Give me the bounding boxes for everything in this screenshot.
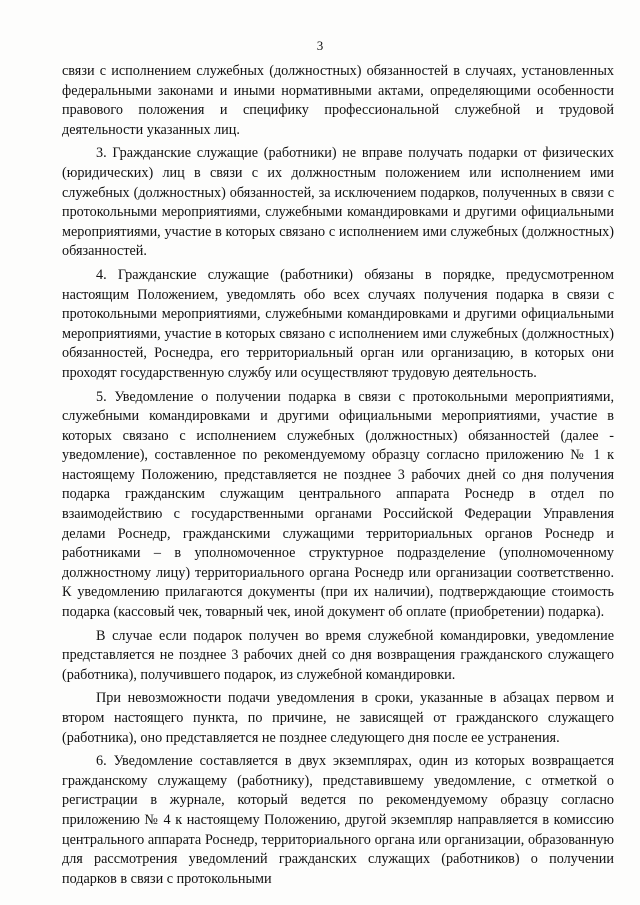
document-body [62, 62, 614, 893]
paragraph-item-5-impossibility: При невозможности подачи уведомления в сроки, указанные в абзацах первом и втором настоящего пункта, по причине, не зависящей от гражданского служащего (работника), оно представляется не позднее следующего дня после ее устранения. [62, 690, 614, 746]
paragraph-item-3: 3. Гражданские служащие (работники) не вправе получать подарки от физических (юридических) лиц в связи с их должностным положением или исполнением ими служебных (должностных) обязанностей, за исключением подарков, полученных в связи с протокольными мероприятиями, служебными командировками и другими официальными мероприятиями, участие в которых связано с исполнением ими служебных (должностных) обязанностей. [62, 145, 614, 260]
page-number: 3 [316, 38, 324, 53]
paragraph-continuation: связи с исполнением служебных (должностных) обязанностей в случаях, установленных федеральными законами и иными нормативными актами, определяющими особенности правового положения и специфику профессиональной служебной и трудовой деятельности указанных лиц. [62, 63, 614, 138]
paragraph-item-4: 4. Гражданские служащие (работники) обязаны в порядке, предусмотренном настоящим Положением, уведомлять обо всех случаях получения подарка в связи с протокольными мероприятиями, служебными командировками и другими официальными мероприятиями, участие в которых связано с исполнением ими служебных (должностных) обязанностей, Роснедра, его территориальный орган или организацию, в которых они проходят государственную службу или осуществляют трудовую деятельность. [62, 266, 614, 381]
paragraph-item-5: 5. Уведомление о получении подарка в связи с протокольными мероприятиями, служебными командировками и другими официальными мероприятиями, участие в которых связано с исполнением служебных (должностных) обязанностей (далее - уведомление), составленное по рекомендуемому образцу согласно приложению № 1 к настоящему Положению, представляется не позднее 3 рабочих дней со дня получения подарка гражданским служащим центрального аппарата Роснедр в отдел по взаимодействию с государственными органами Российской Федерации Управления делами Роснедр, гражданскими служащими территориальных органов Роснедр и работниками – в уполномоченное структурное подразделение (уполномоченному должностному лицу) территориального органа Роснедр или организации соответственно. К уведомлению прилагаются документы (при их наличии), подтверждающие стоимость подарка (кассовый чек, товарный чек, иной документ об оплате (приобретении) подарка). [62, 388, 614, 621]
paragraph-item-6: 6. Уведомление составляется в двух экземплярах, один из которых возвращается гражданскому служащему (работнику), представившему уведомление, с отметкой о регистрации в журнале, который ведется по рекомендуемому образцу согласно приложению № 4 к настоящему Положению, другой экземпляр направляется в комиссию центрального аппарата Роснедр, территориального органа или организации, образованную для рассмотрения уведомлений гражданских служащих (работников) о получении подарков в связи с протокольными [62, 753, 614, 887]
paragraph-item-5-business-trip: В случае если подарок получен во время служебной командировки, уведомление представляется не позднее 3 рабочих дней со дня возвращения гражданского служащего (работника), получившего подарок, из служебной командировки. [62, 627, 614, 683]
